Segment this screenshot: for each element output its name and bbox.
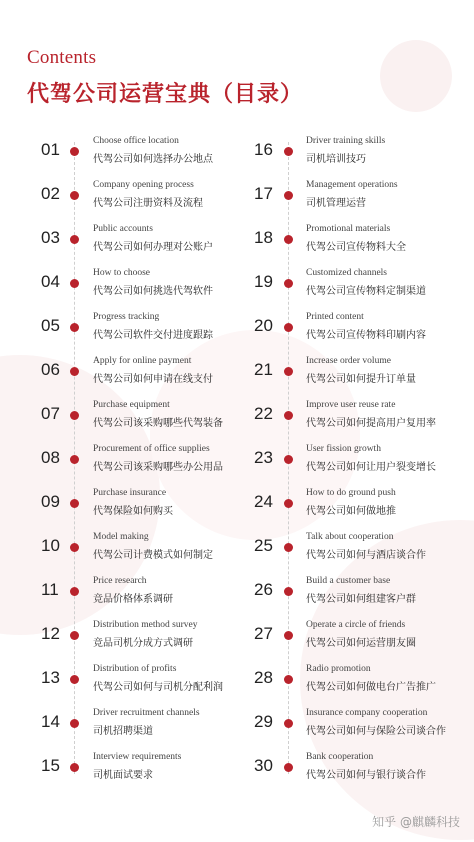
toc-item[interactable] [237,702,467,742]
item-title-en: How to choose [93,268,150,278]
toc-item[interactable] [237,438,467,478]
item-title-cn: 代驾公司如何提升订单量 [306,374,416,385]
item-number: 19 [254,272,273,291]
toc-item[interactable] [0,130,230,170]
item-title-cn: 代驾公司软件交付进度跟踪 [93,330,213,341]
item-number: 23 [254,448,273,467]
timeline-dot [284,367,293,376]
item-number: 18 [254,228,273,247]
item-title-cn: 代驾公司注册资料及流程 [93,198,203,209]
item-title-en: Customized channels [306,268,387,278]
item-title-cn: 代驾公司如何做电台广告推广 [306,682,436,693]
item-title-en: Management operations [306,180,398,190]
toc-item[interactable] [0,394,230,434]
timeline-dot [70,455,79,464]
timeline-dot [70,499,79,508]
item-title-en: Promotional materials [306,224,391,234]
item-title-en: Model making [93,532,149,542]
item-number: 29 [254,712,273,731]
toc-item[interactable] [237,130,467,170]
item-title-cn: 代驾公司宣传物料大全 [306,242,406,253]
item-number: 27 [254,624,273,643]
item-title-en: Increase order volume [306,356,391,366]
timeline-dot [284,499,293,508]
item-title-cn: 代驾保险如何购买 [93,506,173,517]
toc-item[interactable] [0,658,230,698]
timeline-dot [284,455,293,464]
toc-item[interactable] [0,570,230,610]
item-title-en: Company opening process [93,180,194,190]
toc-item[interactable] [0,306,230,346]
timeline-dot [70,587,79,596]
timeline-dot [284,323,293,332]
item-title-cn: 代驾公司如何做地推 [306,506,396,517]
item-number: 24 [254,492,273,511]
toc-item[interactable] [237,174,467,214]
contents-heading: Contents [27,47,97,68]
item-title-en: Public accounts [93,224,153,234]
toc-item[interactable] [237,482,467,522]
item-title-cn: 竞品司机分成方式调研 [93,638,193,649]
item-title-en: How to do ground push [306,488,396,498]
item-title-cn: 代驾公司如何办理对公账户 [93,242,213,253]
item-number: 01 [41,140,60,159]
item-title-en: Driver training skills [306,136,386,146]
toc-column-right [237,130,467,790]
toc-item[interactable] [237,350,467,390]
toc-item[interactable] [237,526,467,566]
item-title-en: Build a customer base [306,576,391,586]
item-title-en: Procurement of office supplies [93,444,210,454]
item-title-cn: 代驾公司如何与银行谈合作 [306,770,426,781]
item-number: 13 [41,668,60,687]
toc-item[interactable] [0,746,230,786]
item-title-cn: 代驾公司如何申请在线支付 [93,374,213,385]
toc-item[interactable] [0,174,230,214]
item-title-cn: 代驾公司该采购哪些办公用品 [93,462,223,473]
toc-column-left [0,130,230,790]
item-number: 14 [41,712,60,731]
timeline-dot [70,235,79,244]
toc-item[interactable] [0,526,230,566]
timeline-dot [70,719,79,728]
item-title-en: Progress tracking [93,312,160,322]
item-number: 10 [41,536,60,555]
timeline-dot [284,147,293,156]
item-number: 21 [254,360,273,379]
toc-item[interactable] [237,394,467,434]
timeline-dot [70,367,79,376]
item-number: 02 [41,184,60,203]
toc-item[interactable] [0,702,230,742]
item-title-en: User fission growth [306,444,381,454]
item-number: 20 [254,316,273,335]
item-number: 11 [41,580,59,599]
item-title-cn: 司机招聘渠道 [93,726,153,737]
timeline-dot [284,279,293,288]
item-title-cn: 代驾公司宣传物料定制渠道 [306,286,426,297]
toc-item[interactable] [0,482,230,522]
item-title-en: Apply for online payment [93,356,192,366]
item-title-cn: 代驾公司如何提高用户复用率 [306,418,436,429]
item-number: 04 [41,272,60,291]
timeline-dot [70,543,79,552]
timeline-dot [70,279,79,288]
item-title-en: Distribution of profits [93,664,177,674]
toc-item[interactable] [237,262,467,302]
item-number: 03 [41,228,60,247]
item-title-cn: 竞品价格体系调研 [93,594,173,605]
timeline-dot [284,675,293,684]
toc-item[interactable] [0,438,230,478]
timeline-dot [70,763,79,772]
item-number: 17 [254,184,273,203]
toc-item[interactable] [237,218,467,258]
item-title-en: Insurance company cooperation [306,708,428,718]
item-title-en: Choose office location [93,136,179,146]
item-title-cn: 司机培训技巧 [306,154,366,165]
item-title-en: Purchase equipment [93,400,170,410]
timeline-dot [284,543,293,552]
timeline-dot [70,411,79,420]
toc-item[interactable] [0,262,230,302]
timeline-dot [284,235,293,244]
item-title-cn: 代驾公司如何选择办公地点 [93,154,213,165]
toc-item[interactable] [237,746,467,786]
decorative-circle [380,40,452,112]
timeline-dot [284,587,293,596]
toc-item[interactable] [0,218,230,258]
timeline-dot [70,147,79,156]
item-title-en: Printed content [306,312,364,322]
item-title-cn: 代驾公司如何与保险公司谈合作 [306,726,446,737]
item-title-en: Radio promotion [306,664,371,674]
item-number: 15 [41,756,60,775]
item-title-en: Operate a circle of friends [306,620,406,630]
item-title-cn: 代驾公司如何挑选代驾软件 [93,286,213,297]
toc-item[interactable] [0,350,230,390]
toc-item[interactable] [0,614,230,654]
item-title-en: Purchase insurance [93,488,167,498]
item-title-cn: 代驾公司如何让用户裂变增长 [306,462,436,473]
item-title-en: Improve user reuse rate [306,400,396,410]
item-title-en: Bank cooperation [306,752,374,762]
toc-item[interactable] [237,658,467,698]
item-title-en: Price research [93,576,147,586]
item-title-cn: 代驾公司如何组建客户群 [306,594,416,605]
timeline-dot [284,191,293,200]
timeline-dot [70,323,79,332]
item-number: 07 [41,404,60,423]
item-title-cn: 代驾公司该采购哪些代驾装备 [93,418,223,429]
item-number: 05 [41,316,60,335]
item-title-cn: 代驾公司计费模式如何制定 [93,550,213,561]
timeline-dot [284,411,293,420]
item-number: 06 [41,360,60,379]
item-title-en: Interview requirements [93,752,182,762]
item-number: 26 [254,580,273,599]
item-title-cn: 代驾公司如何运营朋友圈 [306,638,416,649]
item-title-cn: 司机面试要求 [93,770,153,781]
item-number: 22 [254,404,273,423]
item-title-cn: 代驾公司如何与司机分配利润 [93,682,223,693]
item-title-cn: 司机管理运营 [306,198,366,209]
item-number: 16 [254,140,273,159]
watermark: 知乎 @麒麟科技 [372,815,460,829]
page-title: 代驾公司运营宝典（目录） [27,81,304,107]
timeline-dot [284,719,293,728]
timeline-dot [284,763,293,772]
timeline-dot [284,631,293,640]
item-title-en: Talk about cooperation [306,532,394,542]
item-title-cn: 代驾公司如何与酒店谈合作 [306,550,426,561]
item-number: 25 [254,536,273,555]
timeline-dot [70,675,79,684]
item-number: 28 [254,668,273,687]
item-number: 30 [254,756,273,775]
item-number: 08 [41,448,60,467]
item-title-cn: 代驾公司宣传物料印刷内容 [306,330,426,341]
item-title-en: Distribution method survey [93,620,198,630]
toc-item[interactable] [237,570,467,610]
item-number: 12 [41,624,60,643]
item-title-en: Driver recruitment channels [93,708,200,718]
timeline-dot [70,631,79,640]
toc-item[interactable] [237,306,467,346]
toc-item[interactable] [237,614,467,654]
item-number: 09 [41,492,60,511]
timeline-dot [70,191,79,200]
